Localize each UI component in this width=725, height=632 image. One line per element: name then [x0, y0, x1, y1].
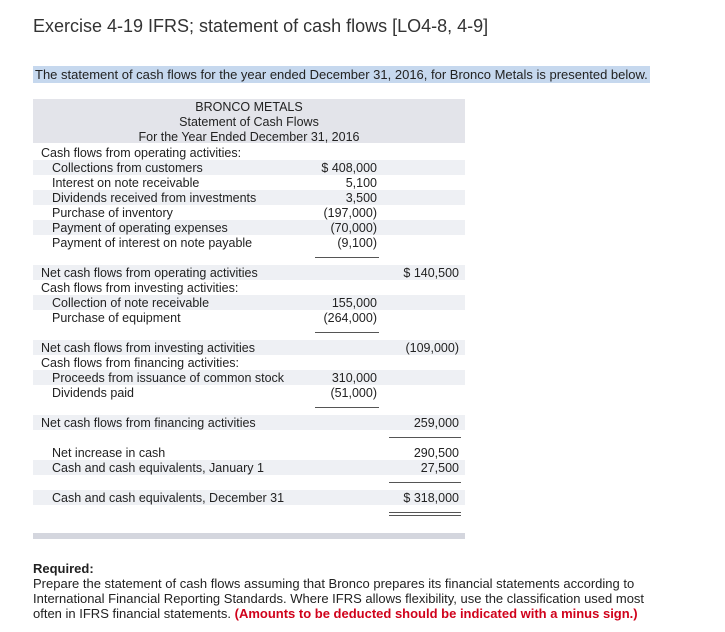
required-section	[33, 561, 663, 621]
line-item-amount: 310,000	[331, 371, 377, 385]
line-item-amount: $ 408,000	[321, 161, 377, 175]
line-item-amount: 3,500	[345, 191, 377, 205]
line-item-label: Proceeds from issuance of common stock	[52, 371, 285, 385]
line-item-label: Payment of interest on note payable	[52, 236, 253, 250]
line-item-amount: (70,000)	[330, 221, 377, 235]
net-operating-label: Net cash flows from operating activities	[41, 266, 258, 280]
intro-text: The statement of cash flows for the year ended December 31, 2016, for Bronco Metals is presented below.	[35, 67, 648, 82]
exercise-title: Exercise 4-19 IFRS; statement of cash flows [LO4-8, 4-9]	[33, 16, 489, 36]
line-item-amount: 5,100	[345, 176, 377, 190]
operating-heading: Cash flows from operating activities:	[41, 146, 242, 160]
net-increase-amount: 290,500	[413, 446, 459, 460]
net-investing-label: Net cash flows from investing activities	[41, 341, 255, 355]
cash-flow-statement	[33, 99, 465, 539]
investing-heading: Cash flows from investing activities:	[41, 281, 239, 295]
net-investing-amount: (109,000)	[405, 341, 459, 355]
cash-begin-label: Cash and cash equivalents, January 1	[52, 461, 264, 475]
line-item-amount: (197,000)	[323, 206, 377, 220]
cash-end-label: Cash and cash equivalents, December 31	[52, 491, 285, 505]
company-name: BRONCO METALS	[195, 100, 303, 114]
line-item-label: Purchase of inventory	[52, 206, 173, 220]
line-item-label: Interest on note receivable	[52, 176, 200, 190]
cash-end-amount: $ 318,000	[403, 491, 459, 505]
net-financing-label: Net cash flows from financing activities	[41, 416, 256, 430]
required-text: Prepare the statement of cash flows assuming that Bronco prepares its financial statements according to International Financial Reporting Standards. Where IFRS allows flexibility, use the classification used most often in IFRS financial statements.	[33, 576, 645, 621]
required-note: (Amounts to be deducted should be indicated with a minus sign.)	[234, 606, 638, 621]
required-label: Required:	[33, 561, 94, 576]
line-item-amount: 155,000	[331, 296, 377, 310]
line-item-label: Dividends received from investments	[52, 191, 257, 205]
line-item-amount: (264,000)	[323, 311, 377, 325]
line-item-label: Collections from customers	[52, 161, 203, 175]
line-item-label: Collection of note receivable	[52, 296, 210, 310]
line-item-amount: (51,000)	[330, 386, 377, 400]
statement-name: Statement of Cash Flows	[179, 115, 319, 129]
financing-heading: Cash flows from financing activities:	[41, 356, 239, 370]
line-item-label: Payment of operating expenses	[52, 221, 228, 235]
line-item-amount: (9,100)	[337, 236, 377, 250]
cash-begin-amount: 27,500	[420, 461, 459, 475]
line-item-label: Purchase of equipment	[52, 311, 181, 325]
net-financing-amount: 259,000	[413, 416, 459, 430]
statement-footer-bar	[33, 533, 465, 539]
statement-period: For the Year Ended December 31, 2016	[138, 130, 360, 144]
net-increase-label: Net increase in cash	[52, 446, 166, 460]
net-operating-amount: $ 140,500	[403, 266, 459, 280]
line-item-label: Dividends paid	[52, 386, 134, 400]
